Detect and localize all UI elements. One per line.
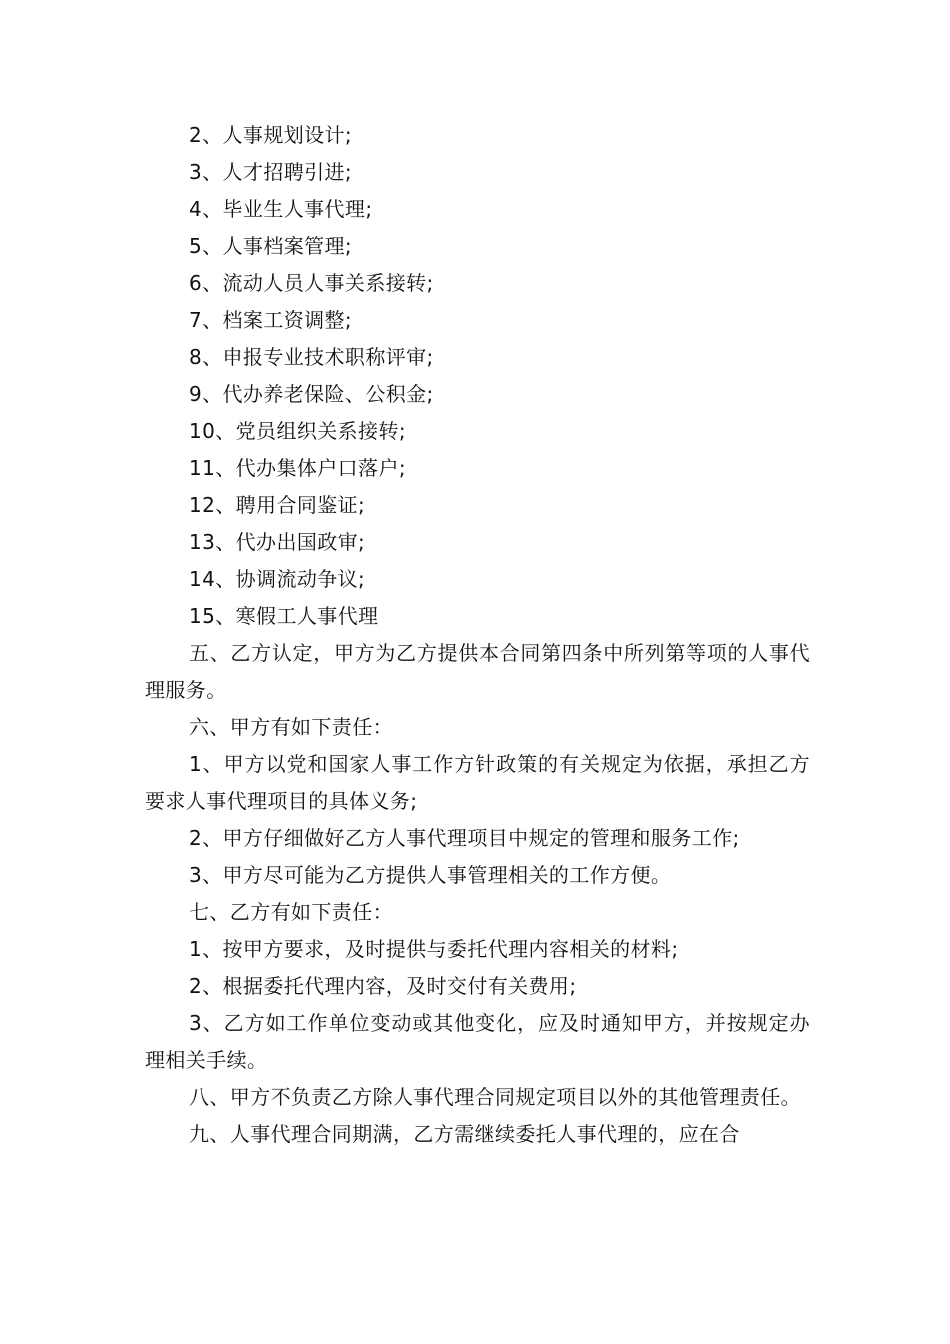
list-item: 6、流动人员人事关系接转; [189, 271, 434, 295]
list-item: 5、人事档案管理; [189, 234, 353, 258]
clause-6-item: 2、甲方仔细做好乙方人事代理项目中规定的管理和服务工作; [189, 826, 740, 850]
list-item: 12、聘用合同鉴证; [189, 493, 366, 517]
clause-7-item: 2、根据委托代理内容，及时交付有关费用; [189, 974, 577, 998]
list-item: 14、协调流动争议; [189, 567, 366, 591]
list-item: 10、党员组织关系接转; [189, 419, 406, 443]
list-item: 11、代办集体户口落户; [189, 456, 406, 480]
clause-6-item: 3、甲方尽可能为乙方提供人事管理相关的工作方便。 [189, 863, 672, 887]
document-body [145, 117, 810, 1153]
list-item: 9、代办养老保险、公积金; [189, 382, 434, 406]
clause-9-paragraph: 九、人事代理合同期满，乙方需继续委托人事代理的，应在合 [189, 1122, 740, 1146]
clause-8-paragraph: 八、甲方不负责乙方除人事代理合同规定项目以外的其他管理责任。 [189, 1085, 801, 1109]
list-item: 7、档案工资调整; [189, 308, 353, 332]
clause-7-item: 1、按甲方要求，及时提供与委托代理内容相关的材料; [189, 937, 679, 961]
list-item: 15、寒假工人事代理 [189, 604, 379, 628]
clause-6-item: 1、甲方以党和国家人事工作方针政策的有关规定为依据，承担乙方要求人事代理项目的具体义务; [145, 752, 810, 813]
list-item: 2、人事规划设计; [189, 123, 353, 147]
clause-7-item: 3、乙方如工作单位变动或其他变化，应及时通知甲方，并按规定办理相关手续。 [145, 1011, 810, 1072]
clause-7-heading: 七、乙方有如下责任： [189, 900, 393, 924]
list-item: 3、人才招聘引进; [189, 160, 353, 184]
list-item: 13、代办出国政审; [189, 530, 366, 554]
clause-5-paragraph: 五、乙方认定，甲方为乙方提供本合同第四条中所列第等项的人事代理服务。 [145, 641, 810, 702]
clause-6-heading: 六、甲方有如下责任： [189, 715, 393, 739]
list-item: 8、申报专业技术职称评审; [189, 345, 434, 369]
list-item: 4、毕业生人事代理; [189, 197, 373, 221]
